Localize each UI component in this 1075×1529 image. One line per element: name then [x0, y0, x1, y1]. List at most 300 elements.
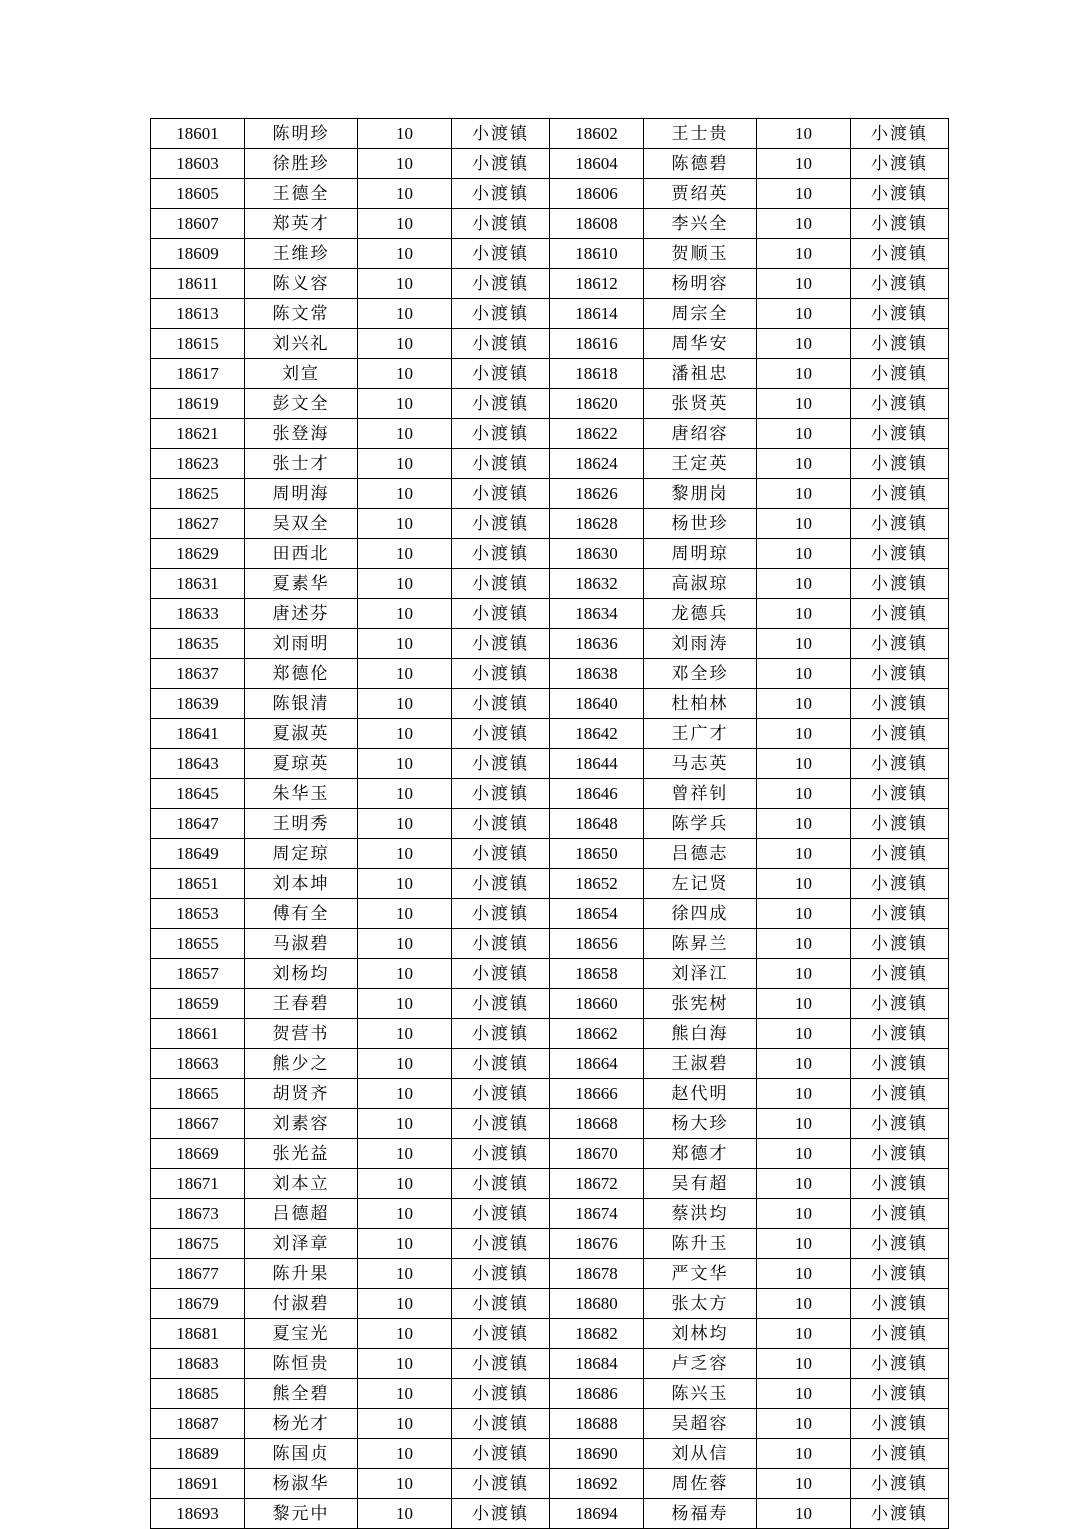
cell-name: 付淑碧 — [245, 1289, 358, 1319]
cell-town: 小渡镇 — [452, 929, 550, 959]
cell-town: 小渡镇 — [452, 479, 550, 509]
cell-town: 小渡镇 — [851, 1259, 949, 1289]
table-row — [151, 989, 949, 1019]
cell-name: 陈德碧 — [644, 149, 757, 179]
cell-amount: 10 — [358, 1319, 452, 1349]
cell-id: 18605 — [151, 179, 245, 209]
cell-town: 小渡镇 — [452, 659, 550, 689]
table-row — [151, 299, 949, 329]
cell-amount: 10 — [358, 929, 452, 959]
cell-amount: 10 — [358, 239, 452, 269]
cell-amount: 10 — [358, 329, 452, 359]
cell-town: 小渡镇 — [452, 1319, 550, 1349]
cell-name: 蔡洪均 — [644, 1199, 757, 1229]
cell-id: 18650 — [550, 839, 644, 869]
cell-town: 小渡镇 — [452, 539, 550, 569]
table-row — [151, 539, 949, 569]
cell-amount: 10 — [757, 839, 851, 869]
cell-id: 18652 — [550, 869, 644, 899]
cell-amount: 10 — [358, 1439, 452, 1469]
cell-name: 周佐蓉 — [644, 1469, 757, 1499]
cell-name: 田西北 — [245, 539, 358, 569]
cell-name: 杨明容 — [644, 269, 757, 299]
table-row — [151, 629, 949, 659]
cell-id: 18638 — [550, 659, 644, 689]
cell-town: 小渡镇 — [851, 389, 949, 419]
cell-name: 周明琼 — [644, 539, 757, 569]
cell-amount: 10 — [358, 1049, 452, 1079]
table-row — [151, 899, 949, 929]
cell-id: 18603 — [151, 149, 245, 179]
cell-amount: 10 — [358, 629, 452, 659]
cell-amount: 10 — [757, 1199, 851, 1229]
cell-amount: 10 — [757, 269, 851, 299]
cell-town: 小渡镇 — [851, 1319, 949, 1349]
cell-id: 18632 — [550, 569, 644, 599]
cell-name: 周华安 — [644, 329, 757, 359]
cell-town: 小渡镇 — [452, 989, 550, 1019]
cell-town: 小渡镇 — [851, 1439, 949, 1469]
cell-town: 小渡镇 — [452, 509, 550, 539]
cell-amount: 10 — [757, 1439, 851, 1469]
cell-id: 18648 — [550, 809, 644, 839]
cell-town: 小渡镇 — [452, 1019, 550, 1049]
cell-id: 18614 — [550, 299, 644, 329]
cell-name: 熊少之 — [245, 1049, 358, 1079]
cell-amount: 10 — [358, 569, 452, 599]
cell-town: 小渡镇 — [452, 1439, 550, 1469]
cell-name: 张宪树 — [644, 989, 757, 1019]
cell-amount: 10 — [358, 449, 452, 479]
cell-id: 18655 — [151, 929, 245, 959]
cell-amount: 10 — [358, 1409, 452, 1439]
cell-town: 小渡镇 — [452, 1289, 550, 1319]
cell-id: 18629 — [151, 539, 245, 569]
cell-name: 吴有超 — [644, 1169, 757, 1199]
cell-id: 18667 — [151, 1109, 245, 1139]
cell-town: 小渡镇 — [851, 449, 949, 479]
table-row — [151, 479, 949, 509]
cell-amount: 10 — [757, 509, 851, 539]
cell-town: 小渡镇 — [452, 1139, 550, 1169]
cell-name: 马志英 — [644, 749, 757, 779]
cell-town: 小渡镇 — [851, 1019, 949, 1049]
table-row — [151, 959, 949, 989]
cell-name: 王德全 — [245, 179, 358, 209]
cell-id: 18643 — [151, 749, 245, 779]
cell-id: 18653 — [151, 899, 245, 929]
cell-id: 18679 — [151, 1289, 245, 1319]
cell-id: 18678 — [550, 1259, 644, 1289]
cell-id: 18688 — [550, 1409, 644, 1439]
cell-id: 18615 — [151, 329, 245, 359]
cell-amount: 10 — [358, 689, 452, 719]
cell-town: 小渡镇 — [452, 1379, 550, 1409]
cell-name: 张贤英 — [644, 389, 757, 419]
cell-name: 刘本坤 — [245, 869, 358, 899]
table-row — [151, 359, 949, 389]
cell-amount: 10 — [757, 149, 851, 179]
cell-amount: 10 — [757, 989, 851, 1019]
cell-amount: 10 — [358, 1499, 452, 1529]
cell-name: 陈学兵 — [644, 809, 757, 839]
cell-id: 18687 — [151, 1409, 245, 1439]
cell-name: 陈昇兰 — [644, 929, 757, 959]
cell-town: 小渡镇 — [452, 1469, 550, 1499]
cell-id: 18694 — [550, 1499, 644, 1529]
cell-name: 夏素华 — [245, 569, 358, 599]
cell-id: 18609 — [151, 239, 245, 269]
cell-amount: 10 — [757, 239, 851, 269]
cell-town: 小渡镇 — [452, 269, 550, 299]
cell-amount: 10 — [757, 1289, 851, 1319]
cell-id: 18670 — [550, 1139, 644, 1169]
cell-amount: 10 — [757, 599, 851, 629]
cell-name: 杨世珍 — [644, 509, 757, 539]
cell-town: 小渡镇 — [851, 419, 949, 449]
cell-town: 小渡镇 — [452, 1499, 550, 1529]
cell-town: 小渡镇 — [452, 629, 550, 659]
table-row — [151, 1499, 949, 1529]
cell-id: 18657 — [151, 959, 245, 989]
cell-amount: 10 — [358, 119, 452, 149]
cell-name: 吴超容 — [644, 1409, 757, 1439]
cell-name: 贺顺玉 — [644, 239, 757, 269]
table-row — [151, 1139, 949, 1169]
cell-town: 小渡镇 — [452, 449, 550, 479]
cell-town: 小渡镇 — [851, 1349, 949, 1379]
cell-id: 18620 — [550, 389, 644, 419]
cell-amount: 10 — [757, 959, 851, 989]
cell-town: 小渡镇 — [851, 329, 949, 359]
cell-amount: 10 — [757, 179, 851, 209]
cell-amount: 10 — [358, 1079, 452, 1109]
cell-amount: 10 — [358, 1229, 452, 1259]
cell-amount: 10 — [358, 1469, 452, 1499]
table-row — [151, 209, 949, 239]
cell-town: 小渡镇 — [452, 1199, 550, 1229]
cell-town: 小渡镇 — [851, 1229, 949, 1259]
cell-amount: 10 — [358, 269, 452, 299]
cell-id: 18682 — [550, 1319, 644, 1349]
cell-name: 赵代明 — [644, 1079, 757, 1109]
cell-name: 陈恒贵 — [245, 1349, 358, 1379]
cell-id: 18612 — [550, 269, 644, 299]
cell-id: 18613 — [151, 299, 245, 329]
cell-amount: 10 — [358, 1169, 452, 1199]
cell-name: 刘泽章 — [245, 1229, 358, 1259]
cell-id: 18607 — [151, 209, 245, 239]
cell-town: 小渡镇 — [851, 239, 949, 269]
cell-name: 黎元中 — [245, 1499, 358, 1529]
cell-id: 18673 — [151, 1199, 245, 1229]
cell-id: 18601 — [151, 119, 245, 149]
cell-name: 刘宣 — [245, 359, 358, 389]
cell-name: 张太方 — [644, 1289, 757, 1319]
table-row — [151, 389, 949, 419]
cell-amount: 10 — [358, 359, 452, 389]
table-row — [151, 809, 949, 839]
cell-town: 小渡镇 — [851, 989, 949, 1019]
cell-name: 王士贵 — [644, 119, 757, 149]
cell-town: 小渡镇 — [851, 959, 949, 989]
cell-id: 18631 — [151, 569, 245, 599]
cell-amount: 10 — [358, 389, 452, 419]
cell-id: 18674 — [550, 1199, 644, 1229]
cell-id: 18689 — [151, 1439, 245, 1469]
cell-id: 18611 — [151, 269, 245, 299]
cell-name: 周明海 — [245, 479, 358, 509]
cell-town: 小渡镇 — [851, 269, 949, 299]
cell-amount: 10 — [757, 1049, 851, 1079]
cell-town: 小渡镇 — [851, 839, 949, 869]
cell-id: 18684 — [550, 1349, 644, 1379]
cell-town: 小渡镇 — [452, 1109, 550, 1139]
cell-name: 刘兴礼 — [245, 329, 358, 359]
cell-name: 龙德兵 — [644, 599, 757, 629]
cell-amount: 10 — [757, 1409, 851, 1439]
table-row — [151, 719, 949, 749]
cell-name: 陈国贞 — [245, 1439, 358, 1469]
table-row — [151, 269, 949, 299]
cell-town: 小渡镇 — [851, 209, 949, 239]
cell-amount: 10 — [757, 389, 851, 419]
cell-town: 小渡镇 — [851, 569, 949, 599]
table-row — [151, 149, 949, 179]
cell-town: 小渡镇 — [851, 1409, 949, 1439]
cell-town: 小渡镇 — [452, 209, 550, 239]
cell-name: 刘本立 — [245, 1169, 358, 1199]
cell-name: 刘素容 — [245, 1109, 358, 1139]
cell-name: 杨淑华 — [245, 1469, 358, 1499]
cell-id: 18691 — [151, 1469, 245, 1499]
cell-id: 18690 — [550, 1439, 644, 1469]
cell-name: 高淑琼 — [644, 569, 757, 599]
table-row — [151, 179, 949, 209]
cell-name: 王维珍 — [245, 239, 358, 269]
cell-id: 18692 — [550, 1469, 644, 1499]
cell-name: 杜柏林 — [644, 689, 757, 719]
cell-amount: 10 — [358, 839, 452, 869]
cell-amount: 10 — [757, 689, 851, 719]
cell-town: 小渡镇 — [851, 719, 949, 749]
cell-amount: 10 — [358, 779, 452, 809]
table-row — [151, 749, 949, 779]
cell-town: 小渡镇 — [851, 179, 949, 209]
cell-town: 小渡镇 — [452, 1259, 550, 1289]
cell-name: 傅有全 — [245, 899, 358, 929]
cell-amount: 10 — [757, 1259, 851, 1289]
cell-amount: 10 — [757, 1019, 851, 1049]
cell-id: 18602 — [550, 119, 644, 149]
cell-id: 18630 — [550, 539, 644, 569]
cell-town: 小渡镇 — [452, 869, 550, 899]
table-row — [151, 599, 949, 629]
cell-name: 潘祖忠 — [644, 359, 757, 389]
cell-amount: 10 — [757, 449, 851, 479]
cell-id: 18619 — [151, 389, 245, 419]
cell-name: 杨光才 — [245, 1409, 358, 1439]
cell-id: 18617 — [151, 359, 245, 389]
cell-town: 小渡镇 — [452, 599, 550, 629]
cell-amount: 10 — [358, 599, 452, 629]
cell-amount: 10 — [757, 359, 851, 389]
cell-amount: 10 — [757, 329, 851, 359]
cell-town: 小渡镇 — [851, 929, 949, 959]
table-row — [151, 1079, 949, 1109]
cell-id: 18616 — [550, 329, 644, 359]
cell-name: 曾祥钊 — [644, 779, 757, 809]
cell-town: 小渡镇 — [851, 809, 949, 839]
cell-town: 小渡镇 — [452, 1049, 550, 1079]
cell-town: 小渡镇 — [851, 1049, 949, 1079]
cell-amount: 10 — [358, 1139, 452, 1169]
cell-amount: 10 — [358, 539, 452, 569]
cell-id: 18639 — [151, 689, 245, 719]
cell-id: 18665 — [151, 1079, 245, 1109]
table-row — [151, 869, 949, 899]
cell-id: 18634 — [550, 599, 644, 629]
cell-amount: 10 — [757, 1079, 851, 1109]
cell-name: 陈义容 — [245, 269, 358, 299]
table-row — [151, 1019, 949, 1049]
cell-name: 刘从信 — [644, 1439, 757, 1469]
table-row — [151, 1469, 949, 1499]
cell-town: 小渡镇 — [452, 359, 550, 389]
cell-id: 18661 — [151, 1019, 245, 1049]
cell-town: 小渡镇 — [851, 299, 949, 329]
cell-id: 18680 — [550, 1289, 644, 1319]
cell-town: 小渡镇 — [851, 629, 949, 659]
cell-amount: 10 — [757, 1319, 851, 1349]
cell-town: 小渡镇 — [452, 749, 550, 779]
table-row — [151, 509, 949, 539]
table-row — [151, 119, 949, 149]
cell-town: 小渡镇 — [452, 149, 550, 179]
cell-id: 18654 — [550, 899, 644, 929]
cell-amount: 10 — [358, 989, 452, 1019]
cell-town: 小渡镇 — [452, 1409, 550, 1439]
cell-town: 小渡镇 — [851, 1139, 949, 1169]
cell-town: 小渡镇 — [452, 959, 550, 989]
cell-name: 贾绍英 — [644, 179, 757, 209]
cell-id: 18683 — [151, 1349, 245, 1379]
table-row — [151, 1379, 949, 1409]
cell-name: 王定英 — [644, 449, 757, 479]
cell-town: 小渡镇 — [452, 329, 550, 359]
cell-town: 小渡镇 — [452, 809, 550, 839]
cell-amount: 10 — [757, 479, 851, 509]
cell-town: 小渡镇 — [851, 689, 949, 719]
cell-id: 18668 — [550, 1109, 644, 1139]
cell-amount: 10 — [757, 119, 851, 149]
cell-name: 陈兴玉 — [644, 1379, 757, 1409]
table-row — [151, 929, 949, 959]
cell-id: 18658 — [550, 959, 644, 989]
cell-id: 18635 — [151, 629, 245, 659]
cell-town: 小渡镇 — [452, 119, 550, 149]
cell-name: 夏宝光 — [245, 1319, 358, 1349]
cell-id: 18662 — [550, 1019, 644, 1049]
cell-name: 卢乏容 — [644, 1349, 757, 1379]
cell-name: 王春碧 — [245, 989, 358, 1019]
cell-id: 18676 — [550, 1229, 644, 1259]
cell-town: 小渡镇 — [851, 659, 949, 689]
cell-amount: 10 — [358, 1019, 452, 1049]
cell-amount: 10 — [358, 1349, 452, 1379]
cell-amount: 10 — [757, 719, 851, 749]
cell-amount: 10 — [358, 869, 452, 899]
cell-town: 小渡镇 — [851, 899, 949, 929]
table-row — [151, 1409, 949, 1439]
cell-name: 郑英才 — [245, 209, 358, 239]
cell-town: 小渡镇 — [851, 749, 949, 779]
cell-amount: 10 — [358, 509, 452, 539]
cell-town: 小渡镇 — [851, 1379, 949, 1409]
cell-amount: 10 — [757, 419, 851, 449]
cell-town: 小渡镇 — [851, 1109, 949, 1139]
cell-name: 张光益 — [245, 1139, 358, 1169]
cell-name: 刘林均 — [644, 1319, 757, 1349]
cell-town: 小渡镇 — [452, 299, 550, 329]
cell-amount: 10 — [757, 629, 851, 659]
cell-id: 18647 — [151, 809, 245, 839]
cell-town: 小渡镇 — [452, 1349, 550, 1379]
cell-town: 小渡镇 — [452, 419, 550, 449]
cell-id: 18660 — [550, 989, 644, 1019]
table-row — [151, 569, 949, 599]
cell-amount: 10 — [358, 209, 452, 239]
cell-id: 18618 — [550, 359, 644, 389]
cell-town: 小渡镇 — [452, 1229, 550, 1259]
cell-id: 18640 — [550, 689, 644, 719]
cell-town: 小渡镇 — [452, 839, 550, 869]
cell-town: 小渡镇 — [452, 1079, 550, 1109]
cell-id: 18681 — [151, 1319, 245, 1349]
cell-town: 小渡镇 — [851, 1289, 949, 1319]
cell-name: 陈明珍 — [245, 119, 358, 149]
roster-table-body — [151, 119, 949, 1529]
cell-id: 18608 — [550, 209, 644, 239]
cell-amount: 10 — [757, 809, 851, 839]
cell-town: 小渡镇 — [452, 569, 550, 599]
cell-town: 小渡镇 — [851, 149, 949, 179]
cell-amount: 10 — [358, 299, 452, 329]
cell-town: 小渡镇 — [851, 1079, 949, 1109]
cell-name: 刘雨涛 — [644, 629, 757, 659]
cell-amount: 10 — [358, 149, 452, 179]
cell-id: 18669 — [151, 1139, 245, 1169]
cell-id: 18642 — [550, 719, 644, 749]
cell-id: 18623 — [151, 449, 245, 479]
cell-amount: 10 — [757, 569, 851, 599]
cell-name: 郑德伦 — [245, 659, 358, 689]
cell-amount: 10 — [757, 869, 851, 899]
cell-amount: 10 — [358, 1289, 452, 1319]
cell-name: 吕德超 — [245, 1199, 358, 1229]
cell-town: 小渡镇 — [851, 539, 949, 569]
cell-town: 小渡镇 — [452, 1169, 550, 1199]
cell-town: 小渡镇 — [851, 509, 949, 539]
cell-amount: 10 — [757, 1349, 851, 1379]
cell-amount: 10 — [358, 749, 452, 779]
cell-amount: 10 — [757, 1229, 851, 1259]
cell-town: 小渡镇 — [452, 389, 550, 419]
table-row — [151, 659, 949, 689]
cell-amount: 10 — [358, 419, 452, 449]
cell-id: 18625 — [151, 479, 245, 509]
cell-name: 陈文常 — [245, 299, 358, 329]
